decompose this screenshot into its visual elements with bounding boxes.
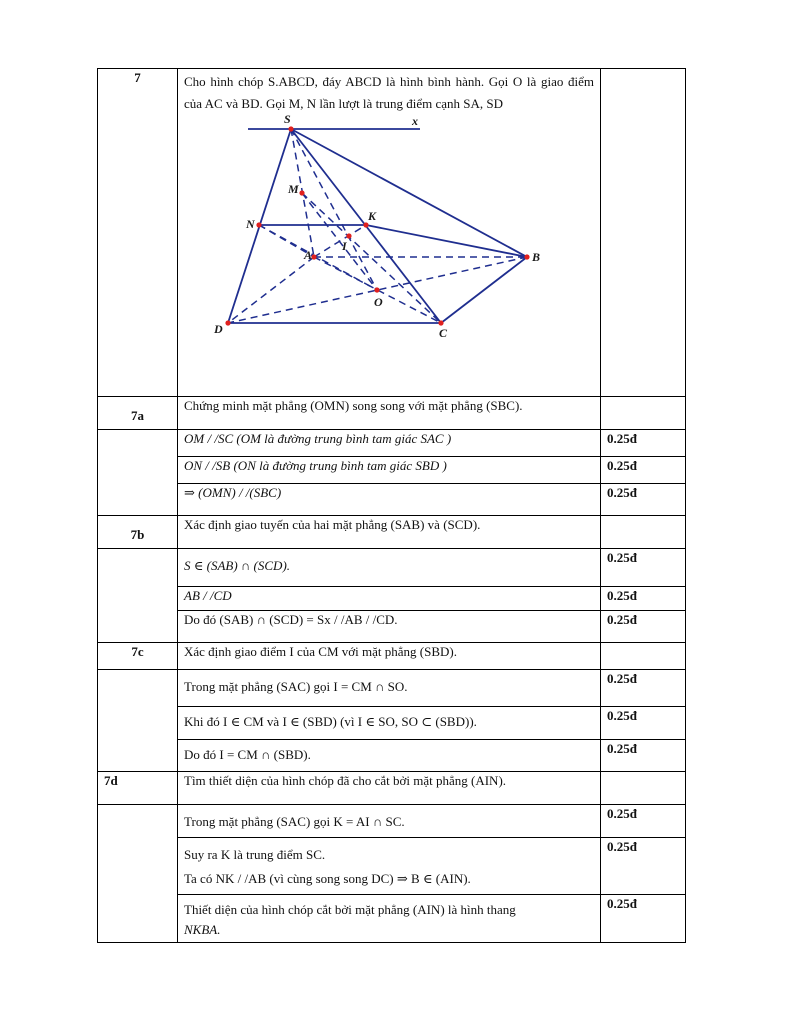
label-m: M [288, 182, 299, 197]
label-b: B [532, 250, 541, 265]
q7c-step-3: Do đó I = CM ∩ (SBD). 0.25đ [98, 740, 686, 772]
q7c-number: 7c [98, 643, 178, 670]
q7a-step-1: OM / /SC (OM là đường trung bình tam giác SAC ) 0.25đ [98, 430, 686, 457]
q7a-row [98, 397, 686, 430]
q7b-question: Xác định giao tuyến của hai mặt phẳng (SAB) và (SCD). [178, 516, 601, 549]
q7c-row [98, 643, 686, 670]
q7c-step-2: Khi đó I ∈ CM và I ∈ (SBD) (vì I ∈ SO, SO ⊂ (SBD)). 0.25đ [98, 707, 686, 740]
solution-table [97, 68, 686, 943]
q7d-step-2: Suy ra K là trung điểm SC. Ta có NK / /AB (vì cùng song song DC) ⇒ B ∈ (AIN). 0.25đ [98, 838, 686, 895]
q7-intro-cell [178, 69, 601, 397]
q7a-number: 7a [98, 397, 178, 430]
q7d-step-1: Trong mặt phẳng (SAC) gọi K = AI ∩ SC. 0.25đ [98, 805, 686, 838]
q7a-step-3: ⇒ (OMN) / /(SBC) 0.25đ [98, 484, 686, 516]
q7-number: 7 [98, 69, 178, 397]
label-x: x [412, 115, 418, 129]
label-o: O [374, 295, 383, 310]
label-n: N [246, 217, 255, 232]
q7b-step-2: AB / /CD 0.25đ [98, 587, 686, 611]
q7b-row [98, 516, 686, 549]
q7a-step-2: ON / /SB (ON là đường trung bình tam giác SBD ) 0.25đ [98, 457, 686, 484]
q7d-step-3: Thiết diện của hình chóp cắt bởi mặt phẳng (AIN) là hình thang NKBA. 0.25đ [98, 895, 686, 943]
q7d-row [98, 772, 686, 805]
pyramid-figure [184, 115, 594, 343]
q7c-question: Xác định giao điểm I của CM với mặt phẳng (SBD). [178, 643, 601, 670]
q7d-number: 7d [98, 772, 178, 805]
q7d-question: Tìm thiết diện của hình chóp đã cho cắt bởi mặt phẳng (AIN). [178, 772, 601, 805]
label-k: K [368, 209, 377, 224]
q7-intro-text: Cho hình chóp S.ABCD, đáy ABCD là hình bình hành. Gọi O là giao điểm của AC và BD. Gọi M, N lần lượt là trung điểm cạnh SA, SD [184, 74, 594, 112]
q7c-step-1: Trong mặt phẳng (SAC) gọi I = CM ∩ SO. 0.25đ [98, 670, 686, 707]
q7-row [98, 69, 686, 397]
q7b-step-3: Do đó (SAB) ∩ (SCD) = Sx / /AB / /CD. 0.25đ [98, 611, 686, 643]
label-i: I [342, 239, 347, 254]
label-d: D [214, 322, 223, 337]
q7a-question: Chứng minh mặt phẳng (OMN) song song với mặt phẳng (SBC). [178, 397, 601, 430]
q7b-number: 7b [98, 516, 178, 549]
label-s: S [284, 115, 291, 127]
q7b-step-1: S ∈ (SAB) ∩ (SCD). 0.25đ [98, 549, 686, 587]
label-c: C [439, 326, 448, 341]
label-a: A [304, 248, 313, 263]
